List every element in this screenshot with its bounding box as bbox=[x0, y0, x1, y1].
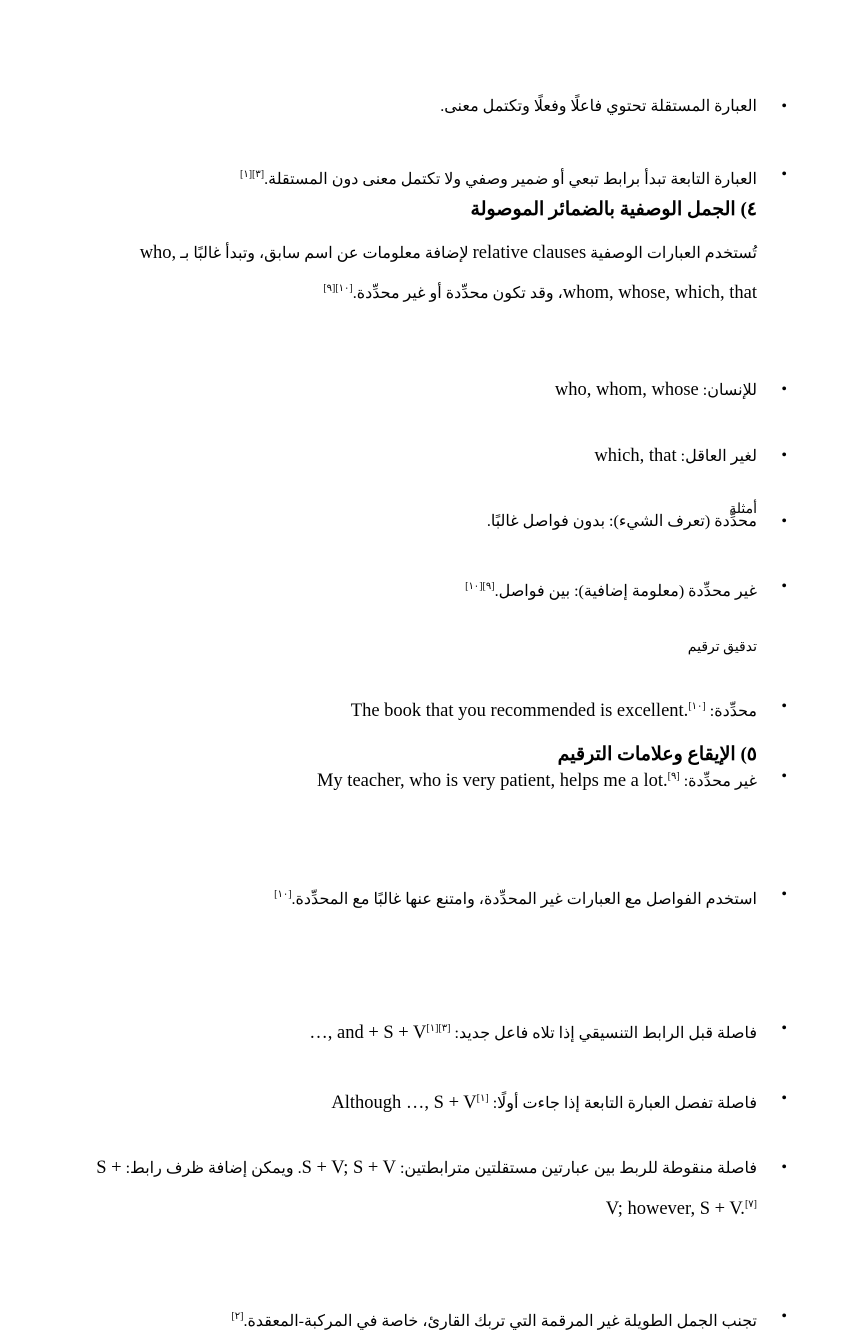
intro-term: relative clauses bbox=[472, 243, 587, 263]
citation-ref[interactable]: [١٠] bbox=[274, 889, 292, 900]
list-item-english: S + V; S + V bbox=[301, 1158, 396, 1178]
list-item-english: which, that bbox=[594, 446, 677, 466]
list-item-text: العبارة المستقلة تحتوي فاعلًا وفعلًا وتكتمل معنى. bbox=[440, 98, 757, 115]
intro-text: ، وقد تكون محدِّدة أو غير محدِّدة. bbox=[352, 285, 563, 302]
list-item bbox=[95, 164, 787, 191]
list-item-label: للإنسان: bbox=[702, 382, 757, 399]
citation-ref[interactable]: [٧] bbox=[744, 1199, 757, 1210]
list-item-english: who, whom, whose bbox=[554, 380, 699, 400]
intro-pronouns: who, whom, whose, which, that bbox=[139, 243, 757, 303]
list-item bbox=[95, 884, 787, 911]
example-label: محدِّدة: bbox=[709, 703, 757, 720]
list-item-label: . ويمكن إضافة ظرف رابط: bbox=[125, 1160, 302, 1177]
citation-ref[interactable]: [٩] bbox=[667, 771, 680, 782]
list-item-label: غير محدِّدة (معلومة إضافية): بين فواصل. bbox=[494, 583, 757, 600]
citation-ref[interactable]: [١][٣] bbox=[426, 1023, 451, 1034]
list-item bbox=[95, 445, 787, 468]
subheading-punctuation: تدقيق ترقيم bbox=[687, 640, 757, 655]
list-item-label: فاصلة قبل الرابط التنسيقي إذا تلاه فاعل جديد: bbox=[454, 1025, 757, 1042]
citation-ref[interactable]: [٩][١٠] bbox=[323, 283, 353, 294]
list-item-label: محدِّدة (تعرف الشيء): بدون فواصل غالبًا. bbox=[486, 513, 757, 530]
list-item-text: العبارة التابعة تبدأ برابط تبعي أو ضمير وصفي ولا تكتمل معنى دون المستقلة. bbox=[264, 171, 757, 188]
intro-text: تُستخدم العبارات الوصفية bbox=[590, 245, 757, 262]
example-sentence: My teacher, who is very patient, helps me a lot.[٩] bbox=[316, 771, 680, 791]
example-item bbox=[95, 766, 787, 793]
example-label: غير محدِّدة: bbox=[683, 773, 757, 790]
intro-paragraph bbox=[95, 236, 757, 311]
list-item-english: S + V; however, S + V.[٧] bbox=[96, 1158, 757, 1219]
citation-ref[interactable]: [١٠][٩] bbox=[465, 581, 495, 592]
list-item-text: استخدم الفواصل مع العبارات غير المحدِّدة، وامتنع عنها غالبًا مع المحدِّدة. bbox=[291, 891, 757, 908]
citation-ref[interactable]: [١٠] bbox=[688, 701, 706, 712]
list-item-label: فاصلة تفصل العبارة التابعة إذا جاءت أولًا: bbox=[492, 1095, 757, 1112]
list-item bbox=[95, 1150, 787, 1228]
list-item bbox=[95, 576, 787, 603]
list-item bbox=[95, 1088, 787, 1115]
citation-ref[interactable]: [١] bbox=[476, 1093, 489, 1104]
list-item-label: لغير العاقل: bbox=[680, 448, 757, 465]
list-item bbox=[95, 379, 787, 402]
citation-ref[interactable]: [١][٣] bbox=[240, 169, 265, 180]
list-item-label: فاصلة منقوطة للربط بين عبارتين مستقلتين مترابطتين: bbox=[399, 1160, 757, 1177]
list-item bbox=[95, 1018, 787, 1045]
citation-ref[interactable]: [٢] bbox=[231, 1311, 244, 1322]
section-heading: ٤) الجمل الوصفية بالضمائر الموصولة bbox=[470, 199, 757, 220]
list-item-label: تجنب الجمل الطويلة غير المرقمة التي تربك القارئ، خاصة في المركبة-المعقدة. bbox=[243, 1313, 757, 1330]
list-item-english: …, and + S + V[١][٣] bbox=[309, 1023, 451, 1043]
example-sentence: The book that you recommended is excellent.[١٠] bbox=[350, 701, 706, 721]
example-item bbox=[95, 696, 787, 723]
list-item-english: Although …, S + V[١] bbox=[331, 1093, 489, 1113]
intro-text: لإضافة معلومات عن اسم سابق، وتبدأ غالبًا بـ bbox=[180, 245, 469, 262]
section-heading: ٥) الإيقاع وعلامات الترقيم bbox=[557, 744, 757, 765]
list-item bbox=[95, 96, 787, 118]
subheading-examples: أمثلة bbox=[729, 502, 757, 517]
list-item bbox=[95, 1306, 787, 1333]
